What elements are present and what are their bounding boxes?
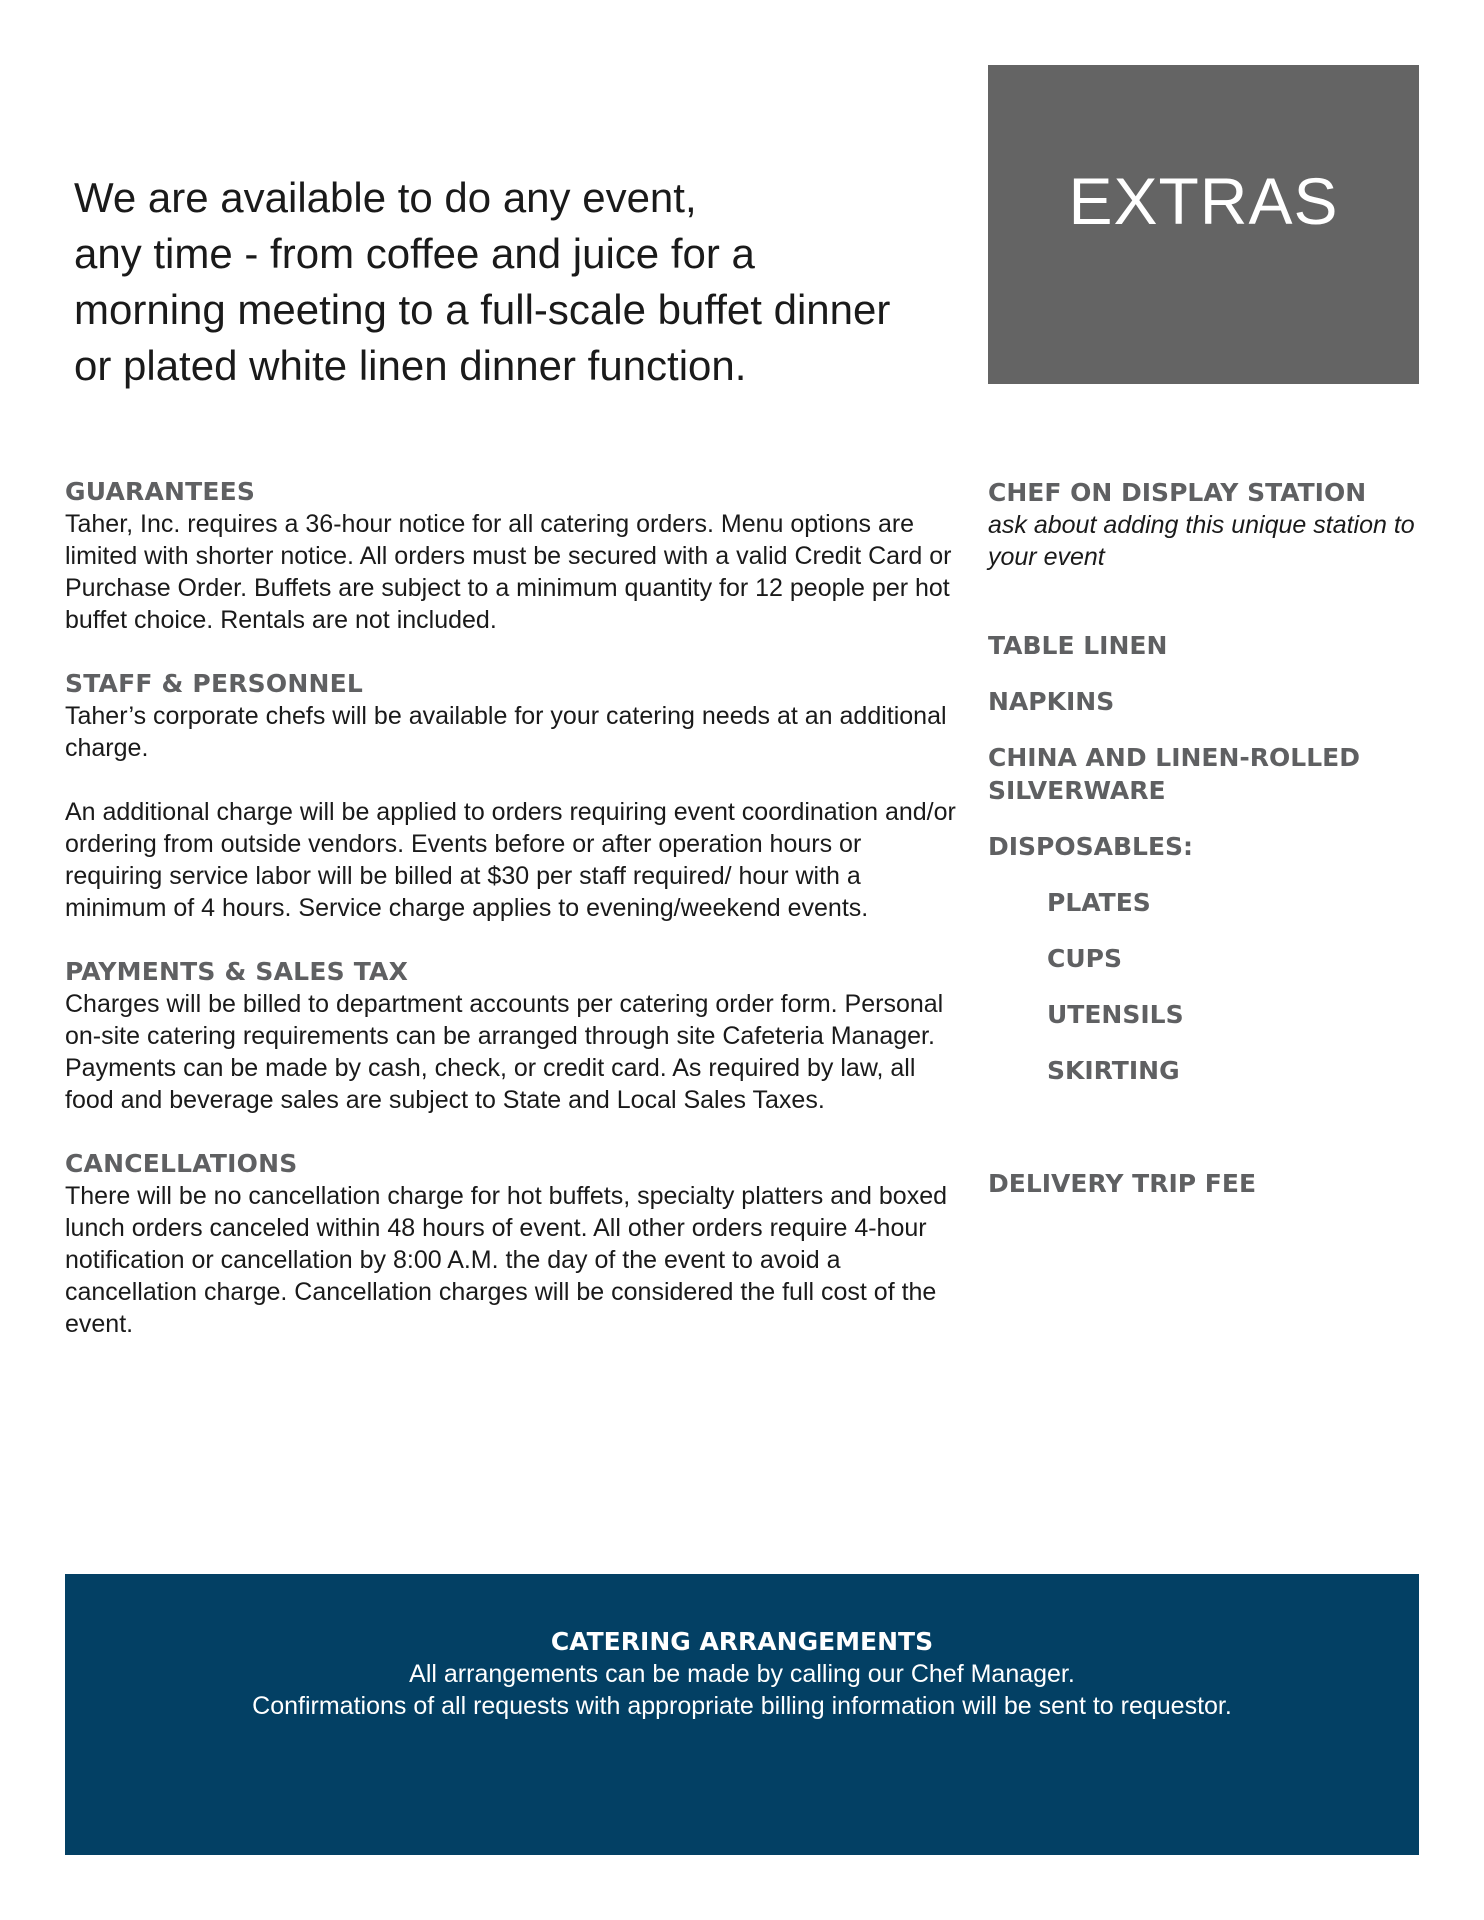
intro-line: We are available to do any event,: [74, 174, 697, 221]
payments-section: [65, 956, 960, 1116]
intro-text: [74, 170, 934, 394]
intro-line: morning meeting to a full-scale buffet dinner: [74, 286, 891, 333]
intro-line: any time - from coffee and juice for a: [74, 230, 755, 277]
intro-line: or plated white linen dinner function.: [74, 342, 747, 389]
staff-heading: STAFF & PERSONNEL: [65, 669, 363, 698]
staff-section: [65, 668, 960, 924]
payments-body: Charges will be billed to department accounts per catering order form. Personal on-site catering requirements can be arranged through site Cafeteria Manager. Payments can be made by cash, check, or credit card. As required by law, all food and beverage sales are subject to State and Local Sales Taxes.: [65, 990, 944, 1114]
chef-station-note: ask about adding this unique station to your event: [988, 511, 1415, 571]
napkins-item: NAPKINS: [988, 687, 1115, 716]
staff-body: Taher’s corporate chefs will be available for your catering needs at an additional charge.: [65, 702, 947, 762]
extras-list: [988, 476, 1428, 1200]
disposable-item-cups: CUPS: [1047, 944, 1122, 973]
policies-column: [65, 476, 960, 1372]
staff-charges-body: An additional charge will be applied to orders requiring event coordination and/or ordering from outside vendors. Events before or after operation hours or requiring service labor will be billed at $30 per staff required/ hour with a minimum of 4 hours. Service charge applies to evening/weekend events.: [65, 798, 956, 922]
table-linen-item: TABLE LINEN: [988, 631, 1168, 660]
disposable-item-utensils: UTENSILS: [1047, 1000, 1184, 1029]
guarantees-heading: GUARANTEES: [65, 477, 256, 506]
disposable-item-skirting: SKIRTING: [1047, 1056, 1180, 1085]
footer-title: CATERING ARRANGEMENTS: [550, 1627, 934, 1656]
cancellations-body: There will be no cancellation charge for hot buffets, specialty platters and boxed lunch orders canceled within 48 hours of event. All other orders require 4-hour notification or cancellation by 8:00 A.M. the day of the event to avoid a cancellation charge. Cancellation charges will be considered the full cost of the event.: [65, 1182, 948, 1338]
payments-heading: PAYMENTS & SALES TAX: [65, 957, 409, 986]
delivery-fee-item: DELIVERY TRIP FEE: [988, 1169, 1257, 1198]
china-item: CHINA AND LINEN-ROLLED SILVERWARE: [988, 743, 1360, 805]
extras-title: EXTRAS: [1068, 163, 1339, 238]
guarantees-body: Taher, Inc. requires a 36-hour notice for all catering orders. Menu options are limited with shorter notice. All orders must be secured with a valid Credit Card or Purchase Order. Buffets are subject to a minimum quantity for 12 people per hot buffet choice. Rentals are not included.: [65, 510, 952, 634]
guarantees-section: [65, 476, 960, 636]
cancellations-heading: CANCELLATIONS: [65, 1149, 298, 1178]
cancellations-section: [65, 1148, 960, 1340]
extras-banner: [988, 65, 1419, 384]
disposable-item-plates: PLATES: [1047, 888, 1151, 917]
catering-arrangements-banner: [65, 1574, 1419, 1855]
chef-station-heading: CHEF ON DISPLAY STATION: [988, 478, 1367, 507]
footer-line-2: Confirmations of all requests with appropriate billing information will be sent to requestor.: [252, 1692, 1232, 1720]
footer-line-1: All arrangements can be made by calling our Chef Manager.: [409, 1660, 1075, 1688]
disposables-heading: DISPOSABLES:: [988, 832, 1194, 861]
